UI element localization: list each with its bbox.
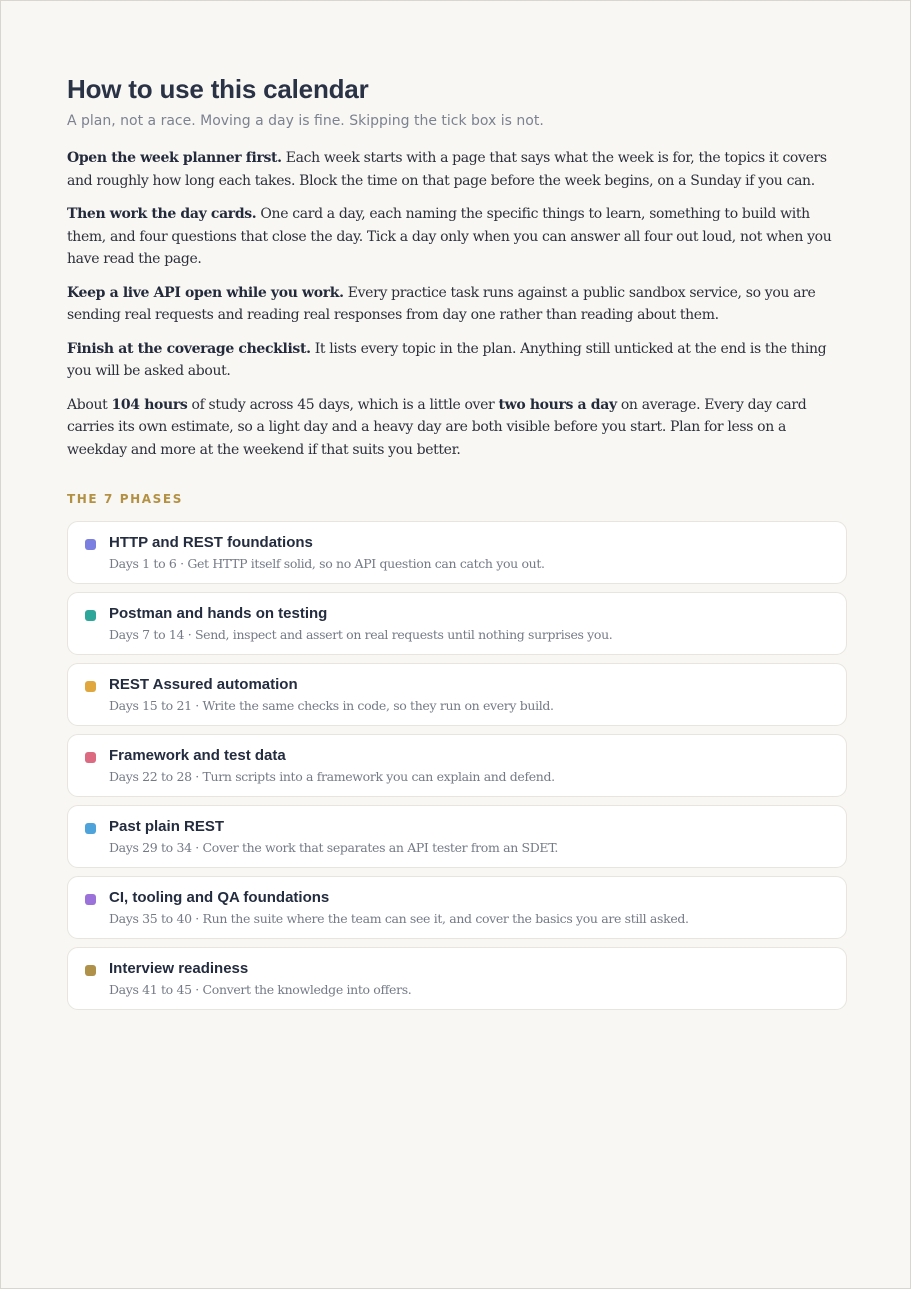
phase-description: Days 29 to 34 · Cover the work that separates an API tester from an SDET.: [109, 840, 558, 855]
instruction-lead: Keep a live API open while you work.: [67, 284, 344, 301]
phase-name: Interview readiness: [109, 960, 249, 977]
instruction-day-cards: [67, 203, 847, 271]
instruction-week-planner: [67, 147, 847, 192]
phase-name: Past plain REST: [109, 818, 225, 835]
summary-intro: About: [67, 396, 112, 413]
summary-rest: on average. Every day card carries its own estimate, so a light day and a heavy day are both visible before you start. Plan for less on a weekday and more at the weekend if that suits you better.: [67, 396, 807, 458]
phase-card: [67, 876, 847, 939]
phases-heading: THE 7 PHASES: [67, 492, 183, 506]
calendar-guide-page: [67, 73, 847, 1018]
summary-daily-average: two hours a day: [498, 396, 617, 413]
instructions: [67, 147, 847, 461]
phase-card: [67, 521, 847, 584]
phase-name: Postman and hands on testing: [109, 605, 328, 622]
phase-card: [67, 805, 847, 868]
instruction-coverage-checklist: [67, 338, 847, 383]
phase-list: [67, 521, 847, 1010]
instruction-lead: Then work the day cards.: [67, 206, 257, 222]
phase-description: Days 22 to 28 · Turn scripts into a framework you can explain and defend.: [109, 769, 555, 784]
phase-name: REST Assured automation: [109, 676, 298, 693]
phase-card: [67, 734, 847, 797]
phase-name: CI, tooling and QA foundations: [109, 889, 330, 906]
phase-color-swatch: [85, 894, 96, 905]
phase-description: Days 1 to 6 · Get HTTP itself solid, so no API question can catch you out.: [109, 556, 545, 571]
instruction-text: It lists every topic in the plan. Anything still unticked at the end is the thing you will be asked about.: [67, 340, 827, 379]
instruction-text: Every practice task runs against a public sandbox service, so you are sending real requests and reading real responses from day one rather than reading about them.: [67, 284, 816, 323]
phase-description: Days 15 to 21 · Write the same checks in code, so they run on every build.: [109, 698, 554, 713]
phase-description: Days 35 to 40 · Run the suite where the team can see it, and cover the basics you are still asked.: [109, 911, 689, 926]
phase-name: Framework and test data: [109, 747, 286, 764]
phase-color-swatch: [85, 965, 96, 976]
phase-color-swatch: [85, 539, 96, 550]
phase-color-swatch: [85, 752, 96, 763]
study-summary: [67, 394, 847, 462]
page-title: How to use this calendar: [67, 74, 369, 104]
instruction-text: Each week starts with a page that says what the week is for, the topics it covers and roughly how long each takes. Block the time on that page before the week begins, on a Sunday if you can.: [67, 150, 827, 189]
page-subtitle: A plan, not a race. Moving a day is fine. Skipping the tick box is not.: [67, 113, 544, 129]
summary-total-hours: 104 hours: [111, 396, 188, 413]
instruction-lead: Finish at the coverage checklist.: [67, 340, 311, 357]
phase-color-swatch: [85, 681, 96, 692]
phase-description: Days 41 to 45 · Convert the knowledge into offers.: [109, 982, 412, 997]
instruction-live-api: [67, 282, 847, 327]
phase-description: Days 7 to 14 · Send, inspect and assert on real requests until nothing surprises you.: [109, 627, 613, 642]
summary-middle: of study across 45 days, which is a little over: [187, 396, 499, 413]
phase-card: [67, 592, 847, 655]
instruction-text: One card a day, each naming the specific things to learn, something to build with them, and four questions that close the day. Tick a day only when you can answer all four out loud, not when you have read the page.: [67, 206, 832, 267]
instruction-lead: Open the week planner first.: [67, 150, 282, 166]
phase-color-swatch: [85, 610, 96, 621]
phase-card: [67, 663, 847, 726]
phase-card: [67, 947, 847, 1010]
phase-color-swatch: [85, 823, 96, 834]
phase-name: HTTP and REST foundations: [109, 534, 313, 551]
